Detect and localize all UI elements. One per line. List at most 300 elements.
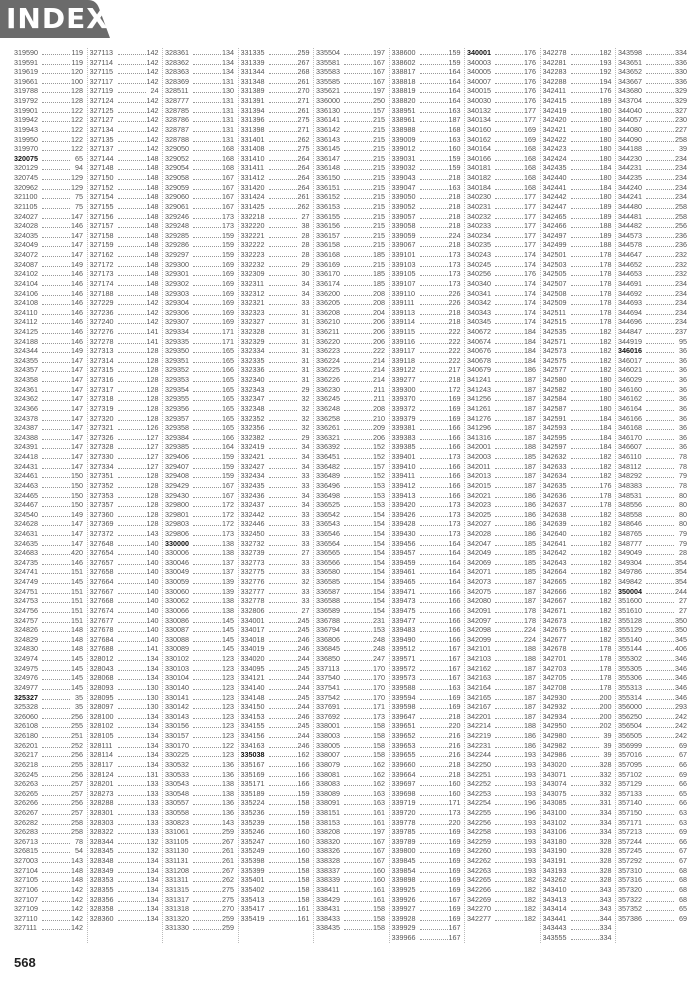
index-entry (165, 423, 234, 433)
page-reference: 33 (301, 529, 310, 538)
page-reference: 334 (599, 807, 612, 817)
page-reference: 167 (373, 846, 385, 856)
leader-dots (118, 429, 146, 430)
article-code: 342244 (467, 750, 491, 760)
article-code: 342201 (467, 711, 491, 721)
leader-dots (495, 843, 523, 844)
article-code: 327684 (89, 634, 114, 644)
article-code: 336245 (316, 394, 340, 404)
index-entry (618, 135, 687, 145)
page-reference: 182 (599, 615, 612, 625)
index-entry (316, 548, 385, 558)
index-entry (392, 250, 461, 260)
page-reference: 327 (675, 105, 687, 115)
page-reference: 162 (373, 779, 385, 789)
index-tab (0, 0, 110, 38)
leader-dots (269, 747, 297, 748)
index-entry (618, 567, 687, 577)
article-code: 330086 (165, 615, 189, 625)
page-reference: 336 (675, 57, 687, 67)
leader-dots (193, 92, 221, 93)
page-reference: 234 (675, 182, 687, 192)
index-grid (14, 48, 692, 943)
article-code: 339117 (391, 346, 415, 356)
page-reference: 250 (373, 96, 385, 106)
article-code: 339845 (391, 856, 416, 866)
article-code: 339594 (391, 692, 416, 702)
article-code: 325327 (14, 692, 38, 702)
leader-dots (42, 843, 70, 844)
index-entry (241, 423, 310, 433)
page-reference: 128 (146, 355, 159, 365)
index-entry (316, 616, 385, 626)
page-reference: 33 (301, 538, 310, 548)
leader-dots (344, 246, 372, 247)
index-entry (618, 433, 687, 443)
index-entry (90, 664, 159, 674)
article-code: 328785 (165, 105, 189, 115)
leader-dots (118, 371, 146, 372)
leader-dots (269, 622, 297, 623)
article-code: 332335 (240, 355, 265, 365)
index-entry (165, 558, 234, 568)
leader-dots (344, 54, 372, 55)
page-reference: 257 (71, 788, 83, 798)
page-reference: 328 (599, 875, 612, 885)
article-code: 327276 (89, 326, 114, 336)
page-reference: 169 (448, 702, 461, 712)
index-entry (90, 558, 159, 568)
page-reference: 158 (297, 875, 310, 885)
index-entry (316, 577, 385, 587)
leader-dots (42, 429, 70, 430)
index-entry (392, 240, 461, 250)
page-reference: 28 (301, 230, 310, 240)
leader-dots (269, 881, 297, 882)
index-entry (618, 202, 687, 212)
index-entry (241, 885, 310, 895)
leader-dots (344, 833, 372, 834)
page-reference: 166 (222, 432, 234, 442)
article-code: 324027 (14, 211, 38, 221)
page-reference: 142 (146, 105, 159, 115)
article-code: 346166 (618, 413, 642, 423)
index-entry (543, 548, 612, 558)
leader-dots (420, 121, 448, 122)
article-code: 342678 (542, 644, 567, 654)
page-reference: 188 (524, 721, 536, 731)
leader-dots (193, 189, 221, 190)
leader-dots (193, 824, 221, 825)
index-entry (90, 221, 159, 231)
leader-dots (344, 689, 372, 690)
leader-dots (118, 920, 146, 921)
article-code: 339471 (391, 586, 416, 596)
leader-dots (193, 169, 221, 170)
page-reference: 346 (675, 654, 687, 664)
article-code: 338320 (316, 836, 340, 846)
page-reference: 334 (599, 933, 612, 943)
article-code: 336585 (316, 577, 340, 587)
leader-dots (646, 218, 674, 219)
page-reference: 142 (146, 115, 159, 125)
article-code: 319901 (14, 105, 38, 115)
page-reference: 134 (146, 759, 159, 769)
page-reference: 39 (603, 750, 612, 760)
article-code: 342638 (542, 509, 567, 519)
page-reference: 258 (675, 134, 687, 144)
index-entry (543, 721, 612, 731)
index-entry (90, 86, 159, 96)
index-entry (14, 654, 83, 664)
page-reference: 154 (373, 509, 385, 519)
index-entry (392, 846, 461, 856)
article-code: 320075 (14, 153, 38, 163)
page-reference: 150 (71, 480, 83, 490)
page-reference: 169 (222, 317, 234, 327)
index-entry (467, 442, 536, 452)
article-code: 327240 (89, 317, 114, 327)
page-reference: 169 (524, 124, 536, 134)
index-entry (543, 462, 612, 472)
index-entry (392, 462, 461, 472)
index-entry (90, 712, 159, 722)
index-entry (90, 462, 159, 472)
page-reference: 328 (599, 846, 612, 856)
article-code: 339477 (391, 615, 416, 625)
article-code: 336543 (316, 519, 340, 529)
page-reference: 168 (524, 173, 536, 183)
index-entry (241, 96, 310, 106)
index-entry (392, 221, 461, 231)
page-reference: 242 (675, 721, 687, 731)
article-code: 339372 (391, 403, 416, 413)
page-reference: 30 (301, 269, 310, 279)
article-code: 329285 (165, 230, 189, 240)
leader-dots (118, 352, 146, 353)
index-entry (543, 789, 612, 799)
leader-dots (42, 121, 70, 122)
page-reference: 334 (599, 923, 612, 933)
page-reference: 173 (222, 221, 234, 231)
page-reference: 145 (71, 663, 83, 673)
page-reference: 33 (301, 480, 310, 490)
article-code: 329060 (165, 192, 189, 202)
leader-dots (495, 727, 523, 728)
index-entry (543, 183, 612, 193)
index-entry (392, 808, 461, 818)
index-entry (392, 308, 461, 318)
index-entry (14, 77, 83, 87)
article-code: 331318 (165, 904, 189, 914)
leader-dots (42, 333, 70, 334)
article-code: 331412 (240, 173, 265, 183)
index-entry (316, 558, 385, 568)
page-reference: 171 (222, 336, 234, 346)
page-reference: 222 (373, 346, 385, 356)
leader-dots (420, 487, 448, 488)
leader-dots (269, 554, 297, 555)
page-reference: 182 (599, 557, 612, 567)
page-reference: 170 (373, 663, 385, 673)
index-entry (165, 519, 234, 529)
page-reference: 123 (222, 721, 234, 731)
leader-dots (269, 343, 297, 344)
index-entry (241, 183, 310, 193)
article-code: 336152 (316, 192, 340, 202)
article-code: 327357 (89, 500, 114, 510)
leader-dots (269, 218, 297, 219)
page-reference: 164 (448, 567, 461, 577)
leader-dots (420, 343, 448, 344)
page-reference: 157 (373, 105, 385, 115)
leader-dots (646, 727, 674, 728)
leader-dots (420, 506, 448, 507)
leader-dots (344, 218, 372, 219)
page-reference: 34 (301, 500, 310, 510)
page-reference: 160 (373, 865, 385, 875)
index-entry (90, 279, 159, 289)
index-entry (618, 250, 687, 260)
article-code: 332806 (240, 605, 265, 615)
index-entry (165, 539, 234, 549)
page-reference: 142 (71, 923, 83, 933)
page-reference: 208 (373, 288, 385, 298)
article-code: 344692 (618, 288, 642, 298)
page-reference: 39 (679, 144, 687, 154)
index-entry (316, 192, 385, 202)
page-reference: 267 (222, 865, 234, 875)
page-reference: 33 (301, 519, 310, 529)
page-reference: 245 (297, 692, 310, 702)
index-entry (316, 673, 385, 683)
page-reference: 259 (222, 827, 234, 837)
page-reference: 171 (222, 326, 234, 336)
page-reference: 245 (297, 625, 310, 635)
page-reference: 123 (222, 750, 234, 760)
index-entry (543, 125, 612, 135)
index-entry (543, 616, 612, 626)
leader-dots (193, 333, 221, 334)
leader-dots (495, 535, 523, 536)
leader-dots (118, 64, 146, 65)
article-code: 342980 (542, 731, 567, 741)
page-reference: 36 (679, 413, 687, 423)
leader-dots (118, 179, 146, 180)
index-entry (467, 693, 536, 703)
leader-dots (193, 583, 221, 584)
article-code: 341241 (467, 375, 491, 385)
leader-dots (193, 650, 221, 651)
article-code: 340342 (467, 298, 491, 308)
leader-dots (495, 121, 523, 122)
page-reference: 169 (448, 856, 461, 866)
index-entry (241, 914, 310, 924)
index-entry (241, 770, 310, 780)
page-reference: 262 (222, 875, 234, 885)
leader-dots (420, 381, 448, 382)
article-code: 339383 (391, 432, 416, 442)
article-code: 329355 (165, 394, 189, 404)
article-code: 355129 (618, 625, 642, 635)
leader-dots (118, 689, 146, 690)
page-reference: 130 (222, 86, 234, 96)
index-entry (14, 125, 83, 135)
index-entry (618, 866, 687, 876)
index-entry (618, 577, 687, 587)
leader-dots (646, 362, 674, 363)
index-entry (14, 510, 83, 520)
page-reference: 66 (679, 836, 687, 846)
index-entry (90, 452, 159, 462)
leader-dots (344, 381, 372, 382)
leader-dots (495, 641, 523, 642)
leader-dots (118, 400, 146, 401)
leader-dots (571, 650, 599, 651)
page-reference: 182 (599, 529, 612, 538)
page-reference: 132 (146, 836, 159, 846)
index-entry (316, 442, 385, 452)
index-entry (543, 433, 612, 443)
article-code: 336210 (316, 317, 340, 327)
leader-dots (420, 314, 448, 315)
article-code: 338602 (391, 57, 416, 67)
page-reference: 173 (448, 269, 461, 279)
index-entry (392, 317, 461, 327)
index-entry (241, 837, 310, 847)
article-code: 356505 (618, 731, 642, 741)
leader-dots (646, 227, 674, 228)
index-entry (543, 933, 612, 943)
article-code: 339114 (391, 317, 415, 327)
index-entry (90, 67, 159, 77)
leader-dots (193, 64, 221, 65)
leader-dots (420, 650, 448, 651)
page-reference: 142 (146, 298, 159, 308)
index-entry (543, 577, 612, 587)
article-code: 342573 (542, 346, 567, 356)
page-reference: 148 (146, 182, 159, 192)
index-entry (467, 895, 536, 905)
leader-dots (193, 660, 221, 661)
article-code: 343680 (618, 86, 642, 96)
article-code: 336261 (316, 423, 340, 433)
leader-dots (193, 516, 221, 517)
article-code: 321105 (14, 201, 38, 211)
index-entry (392, 144, 461, 154)
index-entry (165, 510, 234, 520)
page-reference: 128 (146, 519, 159, 529)
index-entry (316, 96, 385, 106)
article-code: 326266 (14, 798, 38, 808)
page-reference: 255 (71, 759, 83, 769)
article-code: 357322 (618, 894, 642, 904)
leader-dots (571, 737, 599, 738)
page-reference: 222 (448, 336, 461, 346)
page-reference: 154 (373, 567, 385, 577)
article-code: 339067 (391, 240, 416, 250)
column-separator (162, 48, 163, 943)
index-entry (90, 337, 159, 347)
page-reference: 31 (301, 326, 310, 336)
article-code: 342703 (542, 663, 567, 673)
page-reference: 227 (675, 124, 687, 134)
leader-dots (571, 54, 599, 55)
leader-dots (193, 872, 221, 873)
page-reference: 200 (599, 702, 612, 712)
index-entry (14, 250, 83, 260)
index-entry (316, 337, 385, 347)
article-code: 319970 (14, 144, 38, 154)
page-reference: 193 (524, 846, 536, 856)
article-code: 340233 (467, 221, 491, 231)
index-entry (90, 683, 159, 693)
page-reference: 28 (301, 250, 310, 260)
leader-dots (571, 679, 599, 680)
leader-dots (42, 804, 70, 805)
page-reference: 123 (222, 673, 234, 683)
article-code: 329303 (165, 288, 189, 298)
leader-dots (193, 112, 221, 113)
leader-dots (42, 679, 70, 680)
article-code: 342503 (542, 259, 567, 269)
index-entry (165, 606, 234, 616)
article-code: 339032 (391, 163, 416, 173)
article-code: 329406 (165, 452, 189, 462)
page-reference: 173 (448, 278, 461, 288)
leader-dots (193, 429, 221, 430)
leader-dots (193, 910, 221, 911)
article-code: 336258 (316, 413, 340, 423)
page-reference: 171 (448, 798, 461, 808)
article-code: 342636 (542, 490, 567, 500)
article-code: 327352 (89, 480, 114, 490)
leader-dots (42, 304, 70, 305)
page-reference: 343 (599, 904, 612, 914)
page-reference: 178 (599, 298, 612, 308)
index-entry (618, 721, 687, 731)
index-entry (467, 481, 536, 491)
index-entry (165, 356, 234, 366)
page-reference: 167 (222, 490, 234, 500)
leader-dots (118, 804, 146, 805)
article-code: 332382 (240, 432, 265, 442)
article-code: 336208 (316, 307, 340, 317)
index-entry (316, 279, 385, 289)
article-code: 330170 (165, 740, 189, 750)
leader-dots (193, 179, 221, 180)
article-code: 342231 (467, 740, 491, 750)
page-reference: 206 (373, 326, 385, 336)
page-reference: 126 (146, 423, 159, 433)
page-reference: 166 (448, 461, 461, 471)
article-code: 328358 (89, 904, 114, 914)
leader-dots (344, 901, 372, 902)
page-reference: 197 (373, 48, 385, 57)
page-reference: 187 (524, 375, 536, 385)
article-code: 337542 (316, 692, 340, 702)
article-code: 344481 (618, 211, 642, 221)
index-entry (90, 837, 159, 847)
leader-dots (42, 727, 70, 728)
page-reference: 78 (679, 480, 687, 490)
index-entry (618, 462, 687, 472)
index-entry (467, 750, 536, 760)
page-reference: 66 (679, 759, 687, 769)
article-code: 339785 (391, 827, 416, 837)
page-reference: 350 (675, 625, 687, 635)
index-entry (316, 471, 385, 481)
